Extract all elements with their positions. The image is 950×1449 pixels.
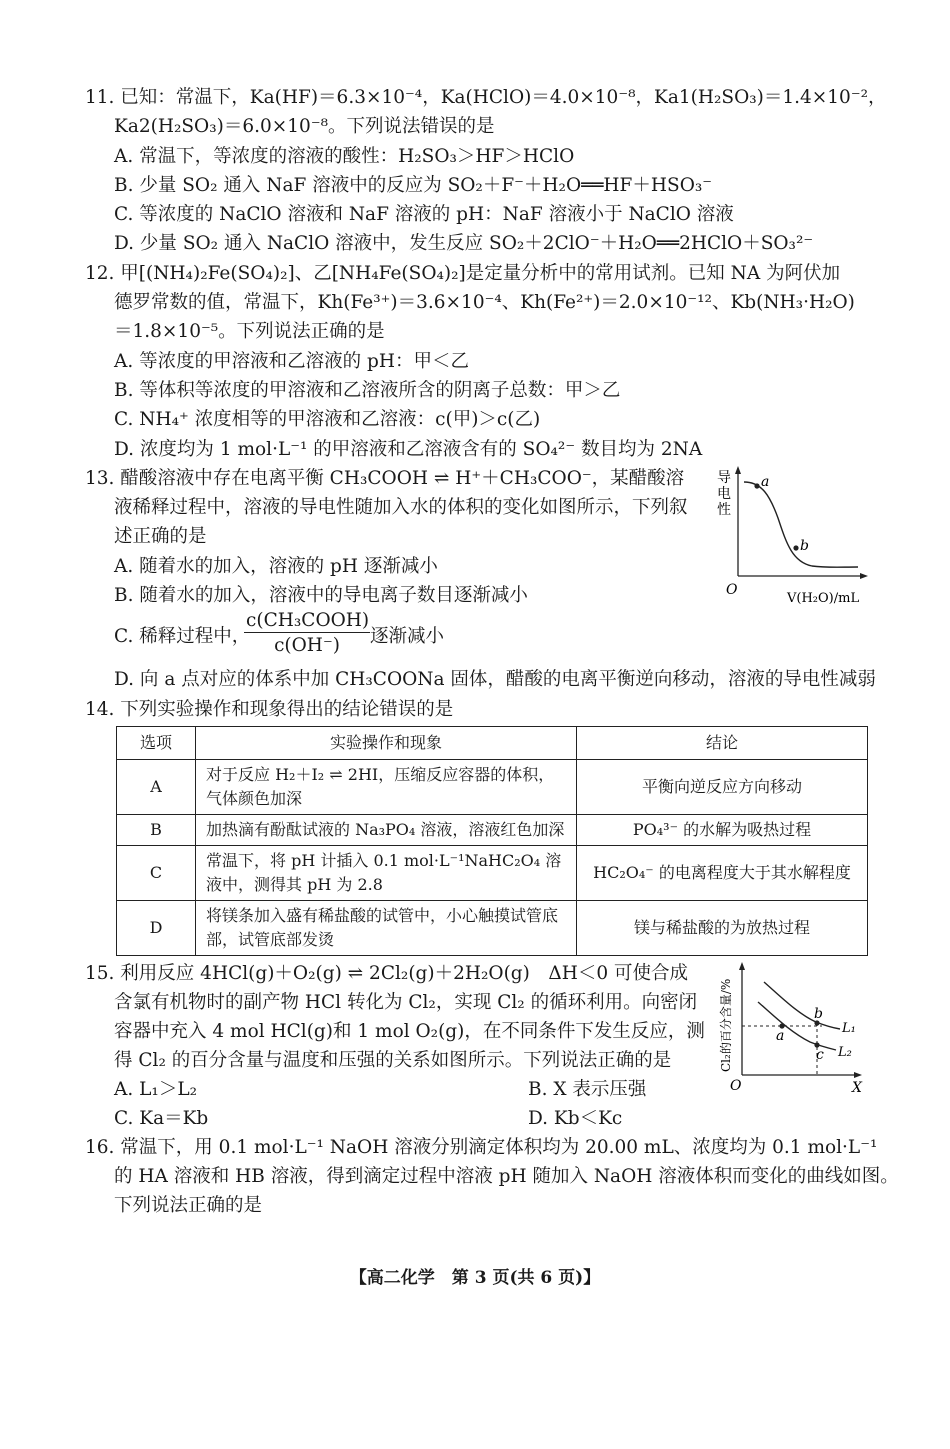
- q13-option-c-fraction: [244, 610, 370, 657]
- row-option: A: [117, 760, 196, 815]
- q11-stem-line2: Ka2(H₂SO₃)＝6.0×10⁻⁸。下列说法错误的是: [114, 116, 495, 137]
- q13-stem-line2: 液稀释过程中，溶液的导电性随加入水的体积的变化如图所示，下列叙: [114, 497, 688, 518]
- q15-option-b: B. X 表示压强: [528, 1079, 647, 1100]
- q13-stem-line1: 13. 醋酸溶液中存在电离平衡 CH₃COOH ⇌ H⁺＋CH₃COO⁻，某醋酸溶: [85, 468, 685, 489]
- q13-stem-line3: 述正确的是: [114, 526, 207, 547]
- q13-option-d: D. 向 a 点对应的体系中加 CH₃COONa 固体，醋酸的电离平衡逆向移动，溶液的导电性减弱: [114, 669, 876, 690]
- q15-stem-line1: 15. 利用反应 4HCl(g)＋O₂(g) ⇌ 2Cl₂(g)＋2H₂O(g) ΔH＜0 可使合成: [85, 963, 689, 984]
- y-label-1: 导: [717, 470, 731, 486]
- table-row: [117, 760, 868, 815]
- row-conclusion: HC₂O₄⁻ 的电离程度大于其水解程度: [577, 846, 868, 901]
- q15-option-a: A. L₁＞L₂: [114, 1079, 198, 1100]
- q14-stem: 14. 下列实验操作和现象得出的结论错误的是: [85, 699, 454, 720]
- row-operation: [196, 901, 577, 956]
- row-conclusion: PO₄³⁻ 的水解为吸热过程: [577, 815, 868, 846]
- y-axis-label: Cl₂的百分含量/%: [719, 978, 733, 1072]
- fraction-denominator: c(OH⁻): [274, 635, 340, 656]
- q15-stem-line3: 容器中充入 4 mol HCl(g)和 1 mol O₂(g)，在不同条件下发生反应，测: [114, 1021, 705, 1042]
- row-option: B: [117, 815, 196, 846]
- page-footer: 【高二化学 第 3 页(共 6 页)】: [349, 1268, 601, 1288]
- point-b-label: b: [814, 1006, 823, 1022]
- q15-option-c: C. Ka＝Kb: [114, 1108, 209, 1129]
- q16-stem-line1: 16. 常温下，用 0.1 mol·L⁻¹ NaOH 溶液分别滴定体积均为 20.00 mL、浓度均为 0.1 mol·L⁻¹: [85, 1137, 878, 1158]
- q12-option-a: A. 等浓度的甲溶液和乙溶液的 pH：甲＜乙: [114, 351, 469, 372]
- curve-l1-label: L₁: [842, 1021, 856, 1036]
- row-option: D: [117, 901, 196, 956]
- q11-option-c: C. 等浓度的 NaClO 溶液和 NaF 溶液的 pH：NaF 溶液小于 NaClO 溶液: [114, 204, 734, 225]
- q11-option-b: B. 少量 SO₂ 通入 NaF 溶液中的反应为 SO₂＋F⁻＋H₂O══HF＋HSO₃⁻: [114, 175, 713, 196]
- curve-l2-label: L₂: [838, 1045, 852, 1060]
- y-axis-arrow: [739, 962, 745, 970]
- operation-line-2: 液中，测得其 pH 为 2.8: [206, 875, 383, 894]
- q15-stem-line2: 含氯有机物时的副产物 HCl 转化为 Cl₂，实现 Cl₂ 的循环利用。向密闭: [114, 992, 698, 1013]
- q15-stem-line4: 得 Cl₂ 的百分含量与温度和压强的关系如图所示。下列说法正确的是: [114, 1050, 672, 1071]
- row-operation: [196, 846, 577, 901]
- x-axis-arrow: [854, 1072, 862, 1078]
- q11-option-a: A. 常温下，等浓度的溶液的酸性：H₂SO₃＞HF＞HClO: [114, 146, 575, 167]
- q13-option-a: A. 随着水的加入，溶液的 pH 逐渐减小: [114, 556, 438, 577]
- q15-cl2-content-graph: [712, 960, 872, 1095]
- operation-line-1: 加热滴有酚酞试液的 Na₃PO₄ 溶液，溶液红色加深: [206, 820, 565, 839]
- operation-line-2: 部，试管底部发烫: [206, 930, 335, 949]
- point-b-label: b: [800, 538, 809, 554]
- table-header-row: [117, 727, 868, 760]
- row-option: C: [117, 846, 196, 901]
- operation-line-1: 对于反应 H₂＋I₂ ⇌ 2HI，压缩反应容器的体积，: [206, 765, 555, 784]
- header-operation: 实验操作和现象: [196, 727, 577, 760]
- point-a-label: a: [776, 1028, 785, 1044]
- x-axis-label: V(H₂O)/mL: [787, 591, 860, 606]
- q15-option-d: D. Kb＜Kc: [528, 1108, 623, 1129]
- q12-stem-line2: 德罗常数的值，常温下，Kh(Fe³⁺)＝3.6×10⁻⁴、Kh(Fe²⁺)＝2.0×10⁻¹²、Kb(NH₃·H₂O): [114, 292, 855, 313]
- q12-option-d: D. 浓度均为 1 mol·L⁻¹ 的甲溶液和乙溶液含有的 SO₄²⁻ 数目均为 2NA: [114, 439, 703, 460]
- fraction-numerator: c(CH₃COOH): [246, 610, 370, 631]
- x-axis-label: X: [852, 1080, 862, 1095]
- q12-stem-line3: ＝1.8×10⁻⁵。下列说法正确的是: [114, 321, 385, 342]
- row-operation: [196, 760, 577, 815]
- row-operation: [196, 815, 577, 846]
- conductivity-curve: [744, 482, 858, 567]
- header-option: 选项: [117, 727, 196, 760]
- header-conclusion: 结论: [577, 727, 868, 760]
- y-label-2: 电: [717, 486, 731, 502]
- operation-line-1: 将镁条加入盛有稀盐酸的试管中，小心触摸试管底: [206, 906, 559, 925]
- operation-line-2: 气体颜色加深: [206, 789, 303, 808]
- q11-stem-line1: 11. 已知：常温下，Ka(HF)＝6.3×10⁻⁴，Ka(HClO)＝4.0×10⁻⁸，Ka1(H₂SO₃)＝1.4×10⁻²，: [85, 87, 887, 108]
- q12-stem-line1: 12. 甲[(NH₄)₂Fe(SO₄)₂]、乙[NH₄Fe(SO₄)₂]是定量分析中的常用试剂。已知 NA 为阿伏加: [85, 263, 841, 284]
- point-a-marker: [754, 483, 759, 488]
- x-axis-arrow: [860, 573, 868, 579]
- q16-stem-line2: 的 HA 溶液和 HB 溶液，得到滴定过程中溶液 pH 随加入 NaOH 溶液体积而变化的曲线如图。: [114, 1166, 899, 1187]
- y-label-3: 性: [717, 502, 731, 518]
- q13-conductivity-graph: [712, 466, 872, 606]
- q13-option-c-suffix: 逐渐减小: [370, 626, 445, 647]
- q13-option-b: B. 随着水的加入，溶液中的导电离子数目逐渐减小: [114, 585, 528, 606]
- row-conclusion: 镁与稀盐酸的为放热过程: [577, 901, 868, 956]
- q12-option-b: B. 等体积等浓度的甲溶液和乙溶液所含的阴离子总数：甲＞乙: [114, 380, 621, 401]
- origin-label: O: [726, 582, 738, 598]
- q16-stem-line3: 下列说法正确的是: [114, 1195, 263, 1216]
- table-row: [117, 846, 868, 901]
- point-c-label: c: [816, 1047, 824, 1063]
- q14-experiment-table: [116, 726, 868, 956]
- q12-option-c: C. NH₄⁺ 浓度相等的甲溶液和乙溶液：c(甲)＞c(乙): [114, 409, 541, 430]
- origin-label: O: [730, 1078, 742, 1094]
- point-b-marker: [793, 545, 798, 550]
- table-row: [117, 901, 868, 956]
- q11-option-d: D. 少量 SO₂ 通入 NaClO 溶液中，发生反应 SO₂＋2ClO⁻＋H₂O══2HClO＋SO₃²⁻: [114, 233, 814, 254]
- curve-l1: [764, 982, 840, 1029]
- point-a-label: a: [761, 474, 770, 490]
- q13-option-c-prefix: C. 稀释过程中，: [114, 626, 251, 647]
- y-axis-arrow: [735, 466, 741, 474]
- operation-line-1: 常温下，将 pH 计插入 0.1 mol·L⁻¹NaHC₂O₄ 溶: [206, 851, 562, 870]
- row-conclusion: 平衡向逆反应方向移动: [577, 760, 868, 815]
- table-row: [117, 815, 868, 846]
